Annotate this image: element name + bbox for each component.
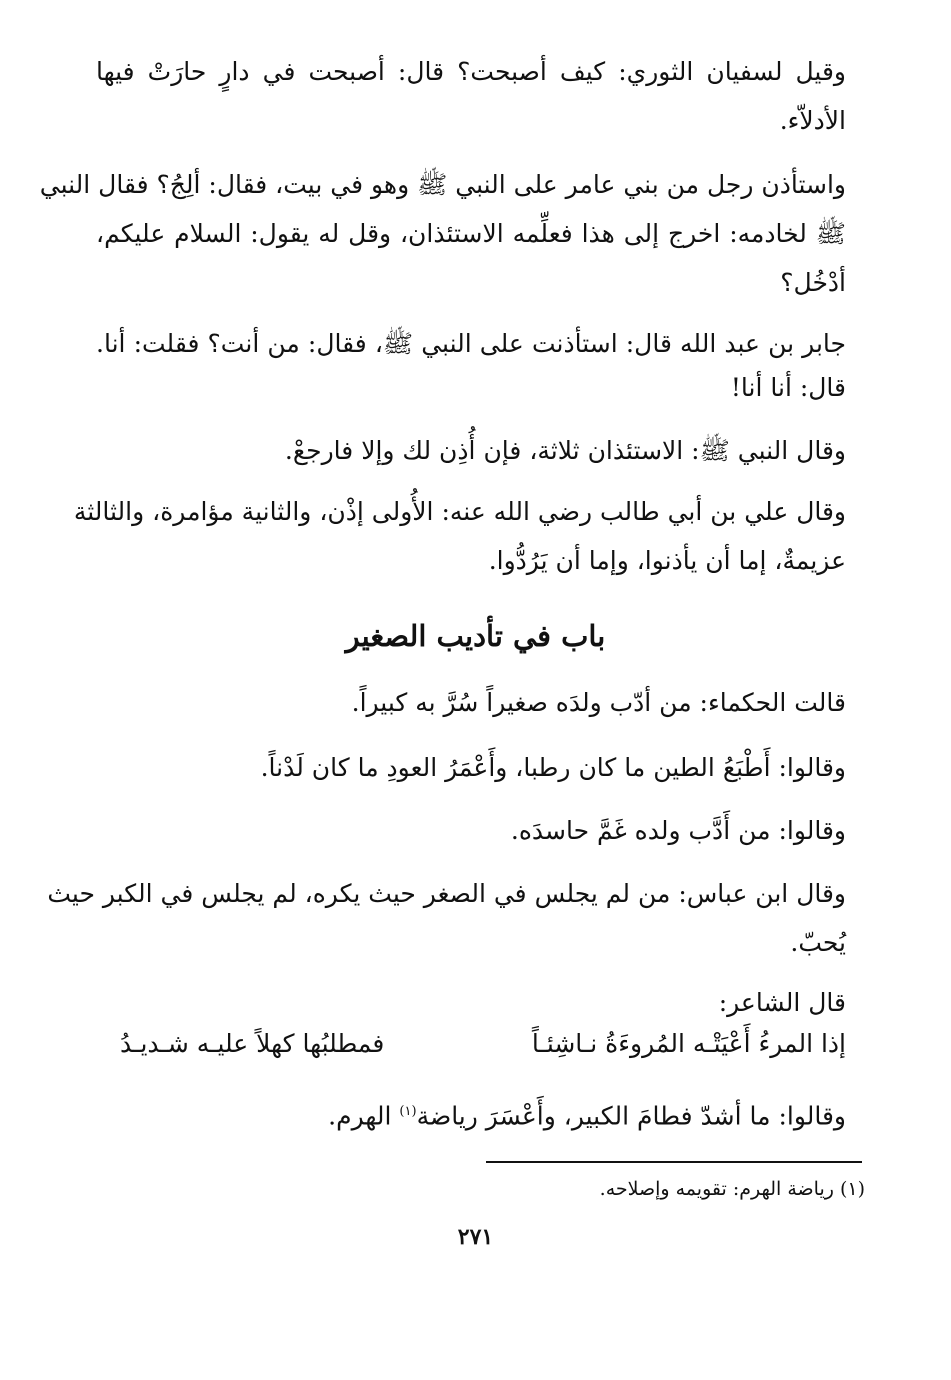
page-number: ٢٧١ <box>457 1224 494 1250</box>
text-segment: الهرم. <box>328 1101 400 1131</box>
text-line: وقال ابن عباس: من لم يجلس في الصغر حيث يكره، لم يجلس في الكبر حيث <box>47 879 846 908</box>
text-line: قال: أنا أنا! <box>730 373 846 402</box>
text-line: وقال النبي ﷺ: الاستئذان ثلاثة، فإن أُذِن لك وإلا فارجعْ. <box>284 436 846 465</box>
text-line: وقال علي بن أبي طالب رضي الله عنه: الأُولى إذْن، والثانية مؤامرة، والثالثة <box>73 497 846 526</box>
text-line: وقالوا: أَطْبَعُ الطين ما كان رطبا، وأَعْمَرُ العودِ ما كان لَدْناً. <box>260 753 846 782</box>
footnote: (١) رياضة الهرم: تقويمه وإصلاحه. <box>599 1178 865 1200</box>
text-line: وقيل لسفيان الثوري: كيف أصبحت؟ قال: أصبحت في دارٍ حارَتْ فيها <box>96 57 846 86</box>
text-line: أدْخُل؟ <box>780 268 846 297</box>
section-heading: باب في تأديب الصغير <box>345 619 606 653</box>
text-line: جابر بن عبد الله قال: استأذنت على النبي ﷺ، فقال: من أنت؟ فقلت: أنا. <box>96 329 846 358</box>
text-line: قالت الحكماء: من أدّب ولدَه صغيراً سُرَّ به كبيراً. <box>351 688 846 717</box>
poem-verse <box>120 1026 846 1062</box>
footnote-divider <box>486 1161 862 1163</box>
verse-second-hemistich: فمطلبُها كهلاً عليـه شـديـدُ <box>120 1029 385 1058</box>
text-line: قال الشاعر: <box>718 988 846 1017</box>
text-line: وقالوا: من أَدَّب ولده غَمَّ حاسدَه. <box>510 816 846 845</box>
text-line-with-note <box>328 1094 846 1134</box>
text-line: ﷺ لخادمه: اخرج إلى هذا فعلِّمه الاستئذان، وقل له يقول: السلام عليكم، <box>96 219 846 248</box>
verse-first-hemistich: إذا المرءُ أَعْيَتْـه المُروءَةُ نـاشِئـاً <box>531 1029 846 1058</box>
text-segment: وقالوا: ما أشدّ فطامَ الكبير، وأَعْسَرَ رياضة <box>416 1101 846 1131</box>
text-line: عزيمةٌ، إما أن يأذنوا، وإما أن يَرُدُّوا. <box>488 546 846 575</box>
text-line: يُحبّ. <box>790 928 846 957</box>
footnote-marker: (١) <box>399 1104 417 1119</box>
text-line: واستأذن رجل من بني عامر على النبي ﷺ وهو في بيت، فقال: ألِجُ؟ فقال النبي <box>39 170 846 199</box>
text-line: الأدلاّء. <box>779 106 846 135</box>
